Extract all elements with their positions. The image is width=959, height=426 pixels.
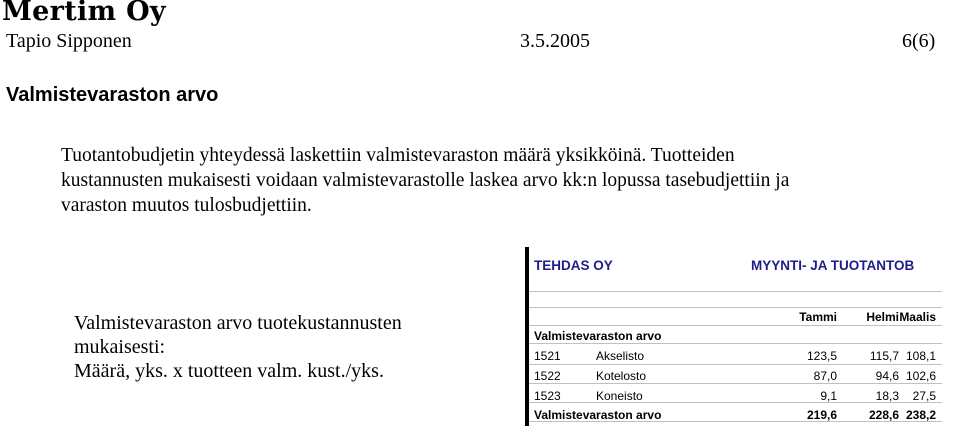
paragraph-line: varaston muutos tulosbudjettiin.: [61, 195, 312, 216]
row-value: 102,6: [905, 369, 936, 383]
row-name: Akselisto: [596, 349, 645, 363]
total-value: 219,6: [806, 408, 837, 422]
sheet-gridline: [529, 343, 942, 344]
row-name: Kotelosto: [596, 369, 647, 383]
formula-line: Valmistevaraston arvo tuotekustannusten: [74, 312, 402, 334]
body-paragraph: [61, 143, 956, 218]
sheet-left-border: [525, 247, 529, 426]
total-value: 228,6: [868, 408, 899, 422]
page-number: 6(6): [902, 30, 936, 52]
formula-line: Määrä, yks. x tuotteen valm. kust./yks.: [74, 360, 384, 382]
row-value: 115,7: [869, 349, 899, 363]
company-logo-text: Mertim Oy: [2, 0, 166, 27]
sheet-gridline: [529, 364, 942, 365]
row-value: 18,3: [875, 389, 899, 403]
row-value: 27,5: [912, 389, 936, 403]
author-name: Tapio Sipponen: [6, 30, 132, 52]
row-value: 123,5: [806, 349, 837, 363]
row-code: 1521: [534, 349, 561, 363]
sheet-gridline: [529, 307, 942, 308]
paragraph-line: kustannusten mukaisesti voidaan valmistevarastolle laskea arvo kk:n lopussa tasebudjettiin ja: [61, 170, 790, 191]
sheet-gridline: [529, 291, 942, 292]
row-value: 94,6: [875, 369, 899, 383]
document-date: 3.5.2005: [520, 30, 590, 52]
sheet-gridline: [529, 325, 942, 326]
column-header-maalis: Maalis: [899, 310, 936, 324]
formula-line: mukaisesti:: [74, 336, 166, 358]
sheet-gridline: [529, 383, 942, 384]
sheet-section-label: Valmistevaraston arvo: [534, 329, 662, 343]
row-name: Koneisto: [596, 389, 643, 403]
column-header-helmi: Helmi: [866, 310, 899, 324]
column-header-tammi: Tammi: [799, 310, 837, 324]
sheet-title-header: MYYNTI- JA TUOTANTOB: [751, 258, 915, 273]
row-value: 108,1: [905, 349, 936, 363]
row-code: 1523: [534, 389, 561, 403]
row-code: 1522: [534, 369, 561, 383]
paragraph-line: Tuotantobudjetin yhteydessä laskettiin valmistevaraston määrä yksikköinä. Tuotteiden: [61, 145, 735, 166]
total-value: 238,2: [905, 408, 936, 422]
section-title: Valmistevaraston arvo: [6, 84, 219, 106]
sheet-company-header: TEHDAS OY: [534, 258, 613, 273]
formula-text: [74, 311, 402, 383]
row-value: 87,0: [813, 369, 837, 383]
spreadsheet-excerpt: [521, 247, 942, 426]
row-value: 9,1: [820, 389, 837, 403]
total-row-label: Valmistevaraston arvo: [534, 408, 662, 422]
